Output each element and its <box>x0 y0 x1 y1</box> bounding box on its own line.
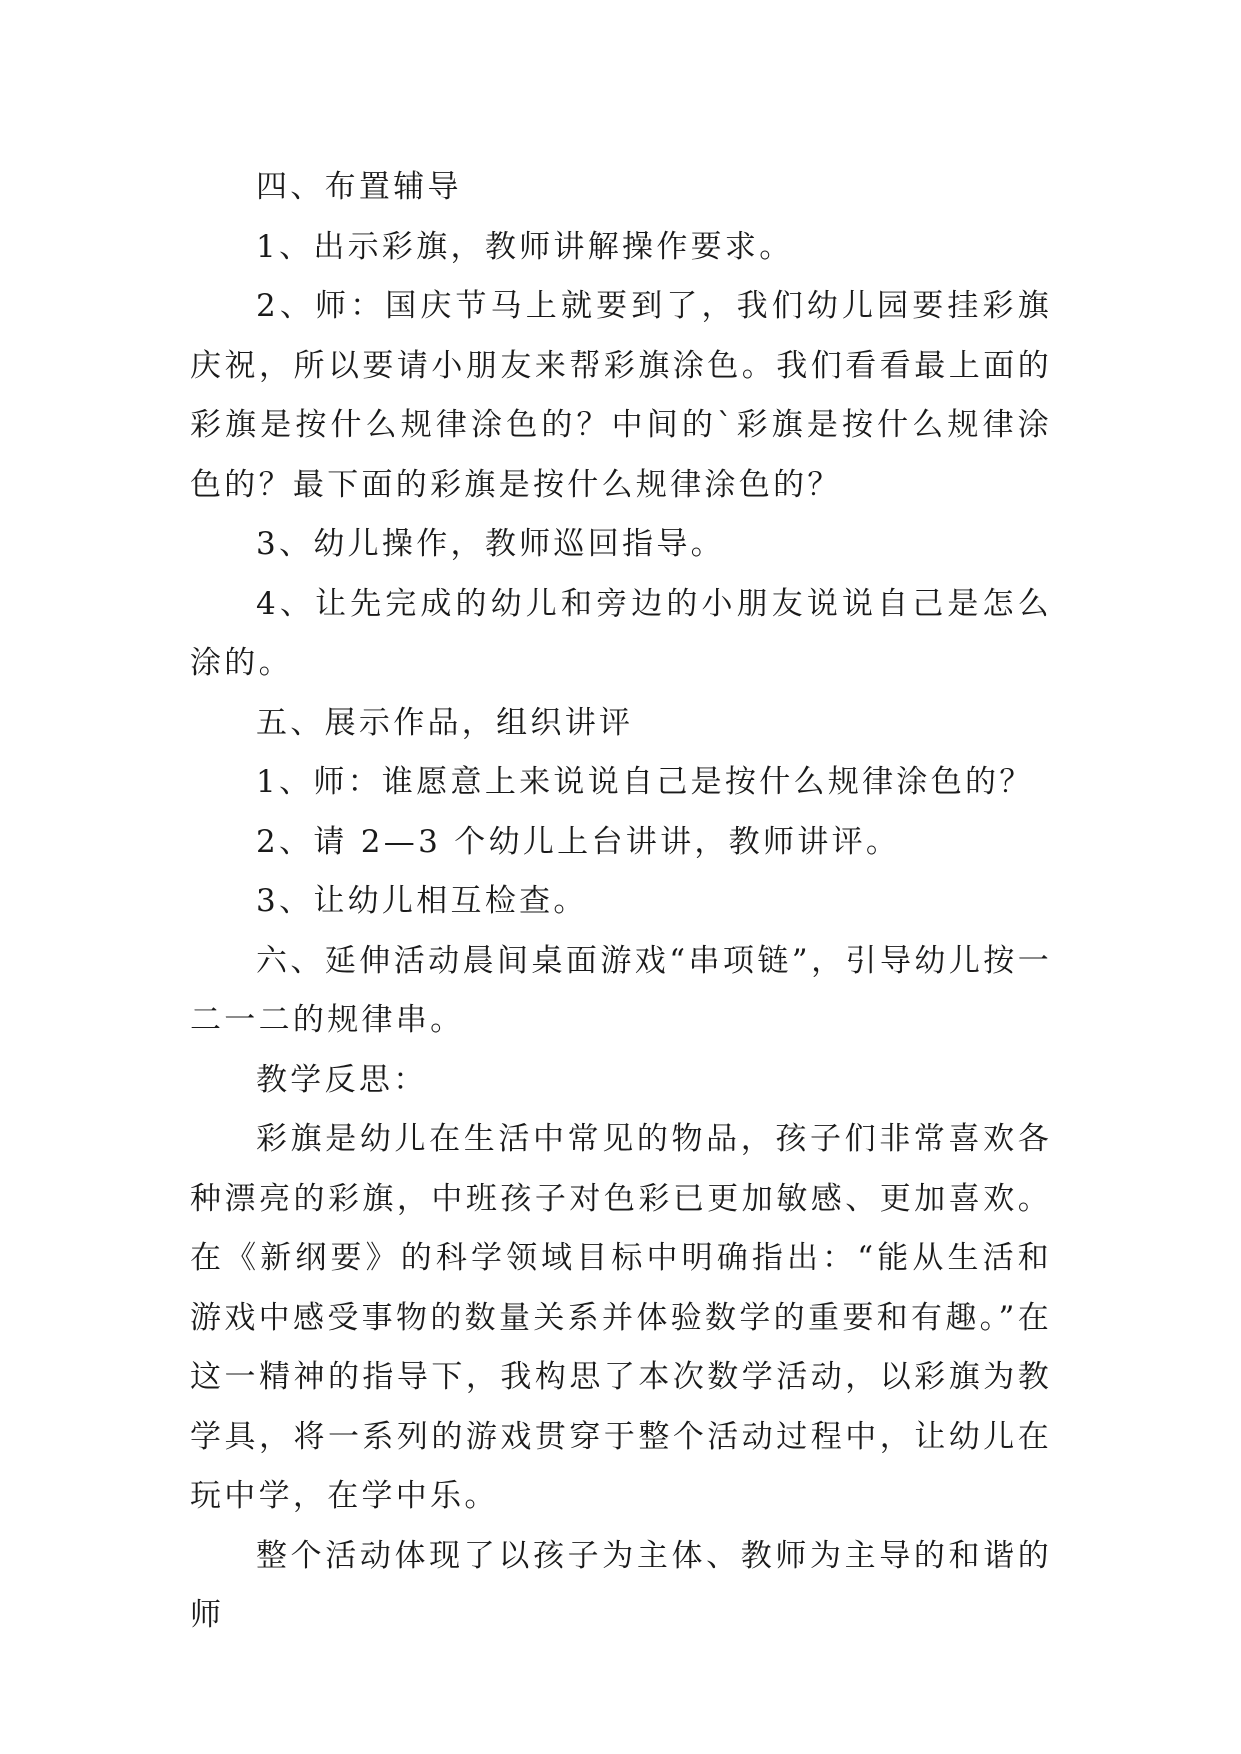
section-heading-extension: 六、延伸活动晨间桌面游戏“串项链”，引导幼儿按一二一二的规律串。 <box>190 942 1052 1038</box>
section-heading-reflection: 教学反思： <box>256 1061 428 1098</box>
paragraph: 3、幼儿操作，教师巡回指导。 <box>256 526 725 562</box>
paragraph: 1、师：谁愿意上来说说自己是按什么规律涂色的？ <box>256 764 1034 800</box>
paragraph: 3、让幼儿相互检查。 <box>256 883 588 919</box>
section-heading-arrange-guide: 四、布置辅导 <box>256 169 462 205</box>
document-body <box>190 158 1052 1646</box>
paragraph: 4、让先完成的幼儿和旁边的小朋友说说自己是怎么涂的。 <box>190 585 1052 681</box>
section-heading-show-works: 五、展示作品，组织讲评 <box>256 704 634 741</box>
paragraph: 2、请 2—3 个幼儿上台讲讲，教师讲评。 <box>256 823 901 860</box>
paragraph: 整个活动体现了以孩子为主体、教师为主导的和谐的师 <box>190 1537 1052 1633</box>
paragraph: 1、出示彩旗，教师讲解操作要求。 <box>256 228 794 265</box>
paragraph: 2、师：国庆节马上就要到了，我们幼儿园要挂彩旗庆祝，所以要请小朋友来帮彩旗涂色。我们看看最上面的彩旗是按什么规律涂色的？中间的`彩旗是按什么规律涂色的？最下面的彩旗是按什么规律涂色的？ <box>190 288 1052 503</box>
paragraph: 彩旗是幼儿在生活中常见的物品，孩子们非常喜欢各种漂亮的彩旗，中班孩子对色彩已更加敏感、更加喜欢。在《新纲要》的科学领域目标中明确指出：“能从生活和游戏中感受事物的数量关系并体验数学的重要和有趣。”在这一精神的指导下，我构思了本次数学活动，以彩旗为教学具，将一系列的游戏贯穿于整个活动过程中，让幼儿在玩中学，在学中乐。 <box>190 1121 1052 1514</box>
